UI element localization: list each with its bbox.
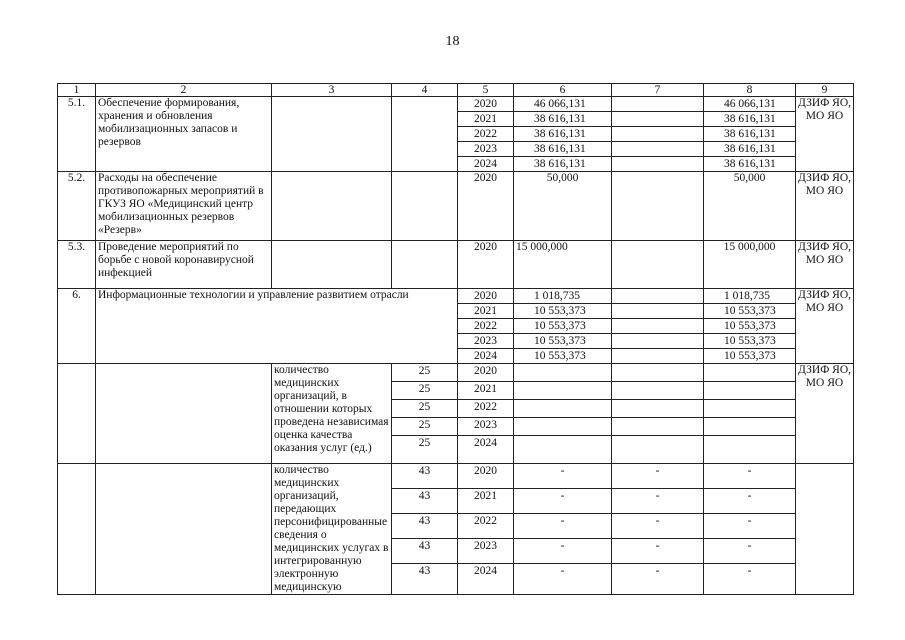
value-cell: 38 616,131 — [514, 112, 611, 127]
indicator-row — [58, 464, 854, 595]
dash-cell: - — [514, 464, 611, 489]
page-number: 18 — [445, 34, 460, 49]
indicator-value: 43 — [418, 565, 431, 577]
indicator-value: 43 — [392, 464, 457, 489]
year-cell: 2020 — [458, 172, 514, 241]
value-cell: 38 616,131 — [534, 158, 586, 170]
dash-cell: - — [514, 514, 611, 539]
header-cell: 9 — [796, 84, 854, 97]
indicator-value: 25 — [418, 437, 431, 449]
header-cell: 3 — [272, 84, 392, 97]
dash-cell: - — [514, 539, 611, 564]
year-cell: 2021 — [458, 382, 513, 400]
table-row — [58, 97, 854, 172]
year-cell: 2023 — [458, 334, 513, 349]
year-cell: 2020 — [458, 241, 514, 289]
value-cell: 10 553,373 — [514, 304, 611, 319]
value-cell: 10 553,373 — [514, 334, 611, 349]
year-cell: 2022 — [458, 514, 513, 539]
executor-cell: ДЗИФ ЯО, МО ЯО — [796, 364, 854, 464]
year-cell: 2023 — [458, 142, 513, 157]
indicator-row — [58, 364, 854, 464]
year-cell: 2024 — [474, 565, 497, 577]
table-row — [58, 241, 854, 289]
executor-cell: ДЗИФ ЯО, МО ЯО — [796, 172, 854, 241]
value-cell: 38 616,131 — [704, 142, 795, 157]
executor-cell: ДЗИФ ЯО, МО ЯО — [796, 241, 854, 289]
value-cell: 10 553,373 — [724, 350, 776, 362]
dash-cell: - — [612, 514, 703, 539]
row-number: 5.3. — [58, 241, 96, 289]
value-cell: 15 000,000 — [514, 241, 612, 289]
year-cell: 2022 — [458, 127, 513, 142]
value-cell: 1 018,735 — [704, 289, 795, 304]
value-cell: 46 066,131 — [514, 97, 611, 112]
value-cell: 46 066,131 — [704, 97, 795, 112]
row-name: Проведение мероприятий по борьбе с новой коронавирусной инфекцией — [96, 241, 272, 289]
row-name: Обеспечение формирования, хранения и обновления мобилизационных запасов и резервов — [96, 97, 272, 172]
row-number: 5.2. — [58, 172, 96, 241]
row-number: 5.1. — [58, 97, 96, 172]
executor-cell: ДЗИФ ЯО, МО ЯО — [796, 97, 854, 172]
dash-cell: - — [612, 489, 703, 514]
header-cell: 6 — [514, 84, 612, 97]
value-cell: 10 553,373 — [514, 319, 611, 334]
value-cell: 15 000,000 — [704, 241, 796, 289]
dash-cell: - — [747, 565, 752, 577]
header-cell: 1 — [58, 84, 96, 97]
indicator-value: 25 — [392, 364, 457, 382]
header-row — [58, 84, 854, 97]
year-cell: 2020 — [458, 464, 513, 489]
value-cell: 50,000 — [704, 172, 796, 241]
year-cell: 2022 — [458, 319, 513, 334]
executor-cell: ДЗИФ ЯО, МО ЯО — [796, 289, 854, 364]
dash-cell: - — [655, 565, 660, 577]
value-cell: 10 553,373 — [704, 304, 795, 319]
header-cell: 7 — [612, 84, 704, 97]
table-row — [58, 289, 854, 364]
year-cell: 2022 — [458, 400, 513, 418]
indicator-value: 43 — [392, 539, 457, 564]
header-cell: 4 — [392, 84, 458, 97]
indicator-value: 25 — [392, 418, 457, 436]
year-cell: 2024 — [474, 350, 497, 362]
dash-cell: - — [704, 464, 795, 489]
value-cell: 38 616,131 — [514, 142, 611, 157]
year-cell: 2020 — [458, 364, 513, 382]
year-cell: 2021 — [458, 489, 513, 514]
indicator-value: 43 — [392, 489, 457, 514]
indicator-value: 25 — [392, 382, 457, 400]
year-cell: 2024 — [474, 158, 497, 170]
dash-cell: - — [704, 489, 795, 514]
dash-cell: - — [514, 489, 611, 514]
row-name: Расходы на обеспечение противопожарных мероприятий в ГКУЗ ЯО «Медицинский центр мобилизационных резервов «Резерв» — [96, 172, 272, 241]
year-cell: 2020 — [458, 97, 513, 112]
indicator-text: количество медицинских организаций, передающих персонифицированные сведения о медицинских услугах в интегрированную электронную медицинскую — [272, 464, 392, 595]
value-cell: 50,000 — [514, 172, 612, 241]
value-cell: 10 553,373 — [704, 334, 795, 349]
dash-cell: - — [560, 565, 565, 577]
year-cell: 2020 — [458, 289, 513, 304]
value-cell: 38 616,131 — [704, 112, 795, 127]
year-cell: 2023 — [458, 539, 513, 564]
value-cell: 38 616,131 — [514, 127, 611, 142]
program-table — [57, 83, 854, 595]
indicator-text: количество медицинских организаций, в отношении которых проведена независимая оценка качества оказания услуг (ед.) — [272, 364, 392, 464]
dash-cell: - — [612, 464, 703, 489]
year-cell: 2024 — [474, 437, 497, 449]
value-cell: 10 553,373 — [704, 319, 795, 334]
dash-cell: - — [704, 539, 795, 564]
indicator-value: 43 — [392, 514, 457, 539]
dash-cell: - — [704, 514, 795, 539]
header-cell: 5 — [458, 84, 514, 97]
year-cell: 2023 — [458, 418, 513, 436]
table-row — [58, 172, 854, 241]
dash-cell: - — [612, 539, 703, 564]
year-cell: 2021 — [458, 112, 513, 127]
row-number: 6. — [58, 289, 96, 364]
year-cell: 2021 — [458, 304, 513, 319]
indicator-value: 25 — [392, 400, 457, 418]
header-cell: 8 — [704, 84, 796, 97]
value-cell: 38 616,131 — [724, 158, 776, 170]
row-name: Информационные технологии и управление развитием отрасли — [96, 289, 458, 364]
value-cell: 10 553,373 — [534, 350, 586, 362]
value-cell: 38 616,131 — [704, 127, 795, 142]
header-cell: 2 — [96, 84, 272, 97]
value-cell: 1 018,735 — [514, 289, 611, 304]
